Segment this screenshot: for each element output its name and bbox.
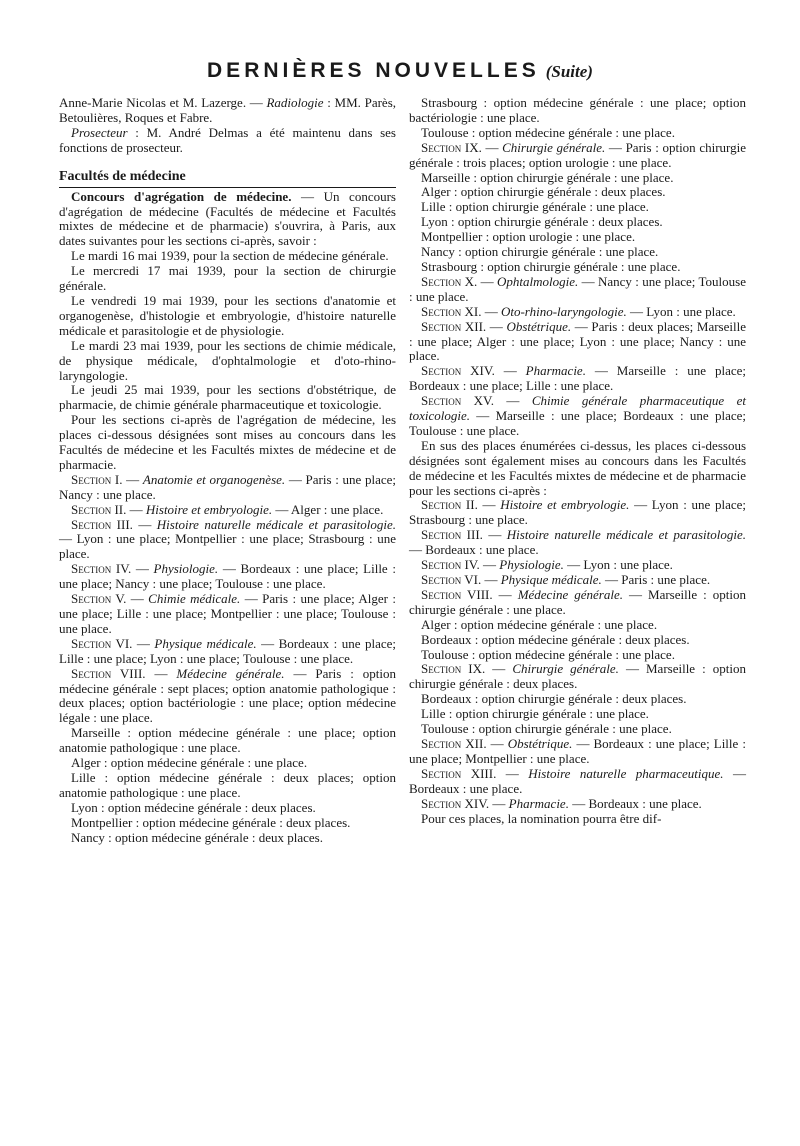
section-entry: Section VI. — Physique médicale. — Bordeaux : une place; Lille : une place; Lyon : une place; Toulouse : une place.	[59, 635, 396, 666]
paragraph: Anne-Marie Nicolas et M. Lazerge. — Radiologie : MM. Parès, Betoulières, Roques et Fabre.	[59, 95, 397, 125]
paragraph: Toulouse : option médecine générale : une place.	[421, 124, 675, 140]
section-entry: Section I. — Anatomie et organogenèse. — Paris : une place; Nancy : une place.	[59, 471, 397, 502]
paragraph: Lille : option médecine générale : deux places; option anatomie pathologique : une place.	[59, 769, 396, 800]
right-column	[409, 96, 746, 826]
section-entry: Section XII. — Obstétrique. — Paris : deux places; Marseille : une place; Alger : une place; Lyon : une place; Nancy : une place.	[409, 318, 746, 364]
paragraph: En sus des places énumérées ci-dessus, les places ci-dessous désignées sont également mises au concours dans les Facultés de médecine et les Facultés mixtes de médecine et de pharmacie pour les sections ci-après :	[409, 437, 746, 498]
section-entry: Section IV. — Physiologie. — Lyon : une place.	[421, 557, 673, 573]
paragraph: Toulouse : option médecine générale : une place.	[421, 646, 675, 662]
paragraph: Nancy : option médecine générale : deux places.	[71, 829, 323, 845]
section-entry: Section II. — Histoire et embryologie. — Lyon : une place; Strasbourg : une place.	[409, 497, 747, 528]
section-entry: Section IX. — Chirurgie générale. — Paris : option chirurgie générale : trois places; option urologie : une place.	[409, 139, 747, 170]
paragraph: Marseille : option médecine générale : une place; option anatomie pathologique : une place.	[59, 725, 396, 756]
section-entry: Section XIV. — Pharmacie. — Marseille : une place; Bordeaux : une place; Lille : une place.	[409, 363, 747, 394]
page-title-suite: (Suite)	[545, 62, 593, 81]
paragraph: Lille : option chirurgie générale : une place.	[421, 706, 649, 722]
paragraph: Montpellier : option médecine générale : deux places.	[71, 814, 351, 830]
section-entry: Section XIII. — Histoire naturelle pharmaceutique. — Bordeaux : une place.	[409, 765, 747, 796]
section-entry: Section III. — Histoire naturelle médicale et parasitologie. — Bordeaux : une place.	[409, 527, 746, 558]
paragraph: Lille : option chirurgie générale : une place.	[421, 199, 649, 215]
paragraph: Le mardi 16 mai 1939, pour la section de médecine générale.	[71, 248, 389, 264]
section-entry: Section IV. — Physiologie. — Bordeaux : une place; Lille : une place; Nancy : une place; Toulouse : une place.	[59, 561, 396, 592]
section-entry: Section VI. — Physique médicale. — Paris : une place.	[421, 572, 711, 587]
paragraph: Lyon : option médecine générale : deux places.	[71, 799, 316, 815]
section-entry: Section IX. — Chirurgie générale. — Marseille : option chirurgie générale : deux places.	[409, 661, 746, 692]
section-entry: Section II. — Histoire et embryologie. — Alger : une place.	[71, 501, 384, 517]
paragraph: Bordeaux : option médecine générale : deux places.	[421, 631, 690, 647]
section-entry: Section V. — Chimie médicale. — Paris : une place; Alger : une place; Lille : une place; Montpellier : une place; Toulouse : une place.	[59, 591, 397, 636]
paragraph: Toulouse : option chirurgie générale : une place.	[421, 721, 672, 737]
page-title: DERNIÈRES NOUVELLES	[207, 59, 540, 82]
section-entry: Section XV. — Chimie générale pharmaceutique et toxicologie. — Marseille : une place; Bordeaux : une place; Toulouse : une place.	[409, 393, 746, 438]
section-entry: Section VIII. — Médecine générale. — Paris : option médecine générale : sept places; option anatomie pathologique : deux places; option bactériologie : une place; option médecine légale : une place.	[59, 665, 396, 726]
paragraph: Le jeudi 25 mai 1939, pour les sections d'obstétrique, de pharmacie, de chimie générale pharmaceutique et toxicologie.	[59, 382, 396, 413]
paragraph: Concours d'agrégation de médecine. — Un concours d'agrégation de médecine (Facultés de médecine et Facultés mixtes de médecine et de pharmacie) s'ouvrira, à Paris, aux dates suivantes pour les sections ci-après, savoir :	[59, 188, 396, 249]
section-entry: Section VIII. — Médecine générale. — Marseille : option chirurgie générale : une place.	[409, 586, 746, 617]
paragraph: Alger : option médecine générale : une place.	[421, 616, 658, 632]
paragraph: Alger : option médecine générale : une place.	[71, 755, 308, 771]
section-entry: Section XII. — Obstétrique. — Bordeaux : une place; Lille : une place; Montpellier : une place.	[409, 735, 746, 766]
paragraph: Le vendredi 19 mai 1939, pour les sections d'anatomie et organogenèse, d'histologie et embryologie, d'histoire naturelle médicale et parasitologie et de physiologie.	[59, 292, 396, 338]
section-entry: Section X. — Ophtalmologie. — Nancy : une place; Toulouse : une place.	[409, 273, 746, 304]
paragraph: Montpellier : option urologie : une place.	[421, 229, 636, 245]
paragraph: Alger : option chirurgie générale : deux places.	[421, 184, 666, 200]
paragraph: Pour les sections ci-après de l'agrégation de médecine, les places ci-dessous désignées sont mises au concours dans les Facultés de médecine et les Facultés mixtes de médecine et de pharmacie.	[59, 412, 396, 472]
paragraph: Marseille : option chirurgie générale : une place.	[421, 169, 674, 185]
paragraph: Le mardi 23 mai 1939, pour les sections de chimie médicale, de physique médicale, d'ophtalmologie et d'oto-rhino-laryngologie.	[59, 337, 396, 383]
section-entry: Section III. — Histoire naturelle médicale et parasitologie. — Lyon : une place; Montpellier : une place; Strasbourg : une place.	[59, 516, 396, 562]
page-header	[0, 58, 800, 84]
left-column	[59, 96, 396, 846]
section-entry: Section XI. — Oto-rhino-laryngologie. — Lyon : une place.	[421, 303, 736, 319]
paragraph: Pour ces places, la nomination pourra être dif-	[421, 810, 662, 826]
paragraph: Lyon : option chirurgie générale : deux places.	[421, 214, 663, 230]
paragraph: Strasbourg : option médecine générale : une place; option bactériologie : une place.	[409, 95, 746, 125]
paragraph: Nancy : option chirurgie générale : une place.	[421, 244, 659, 260]
section-entry: Section XIV. — Pharmacie. — Bordeaux : une place.	[421, 795, 702, 811]
section-heading: Facultés de médecine	[59, 168, 396, 188]
paragraph: Prosecteur : M. André Delmas a été maintenu dans ses fonctions de prosecteur.	[59, 124, 396, 155]
paragraph: Le mercredi 17 mai 1939, pour la section de chirurgie générale.	[59, 263, 396, 294]
paragraph: Bordeaux : option chirurgie générale : deux places.	[421, 691, 687, 707]
paragraph: Strasbourg : option chirurgie générale : une place.	[421, 258, 681, 274]
